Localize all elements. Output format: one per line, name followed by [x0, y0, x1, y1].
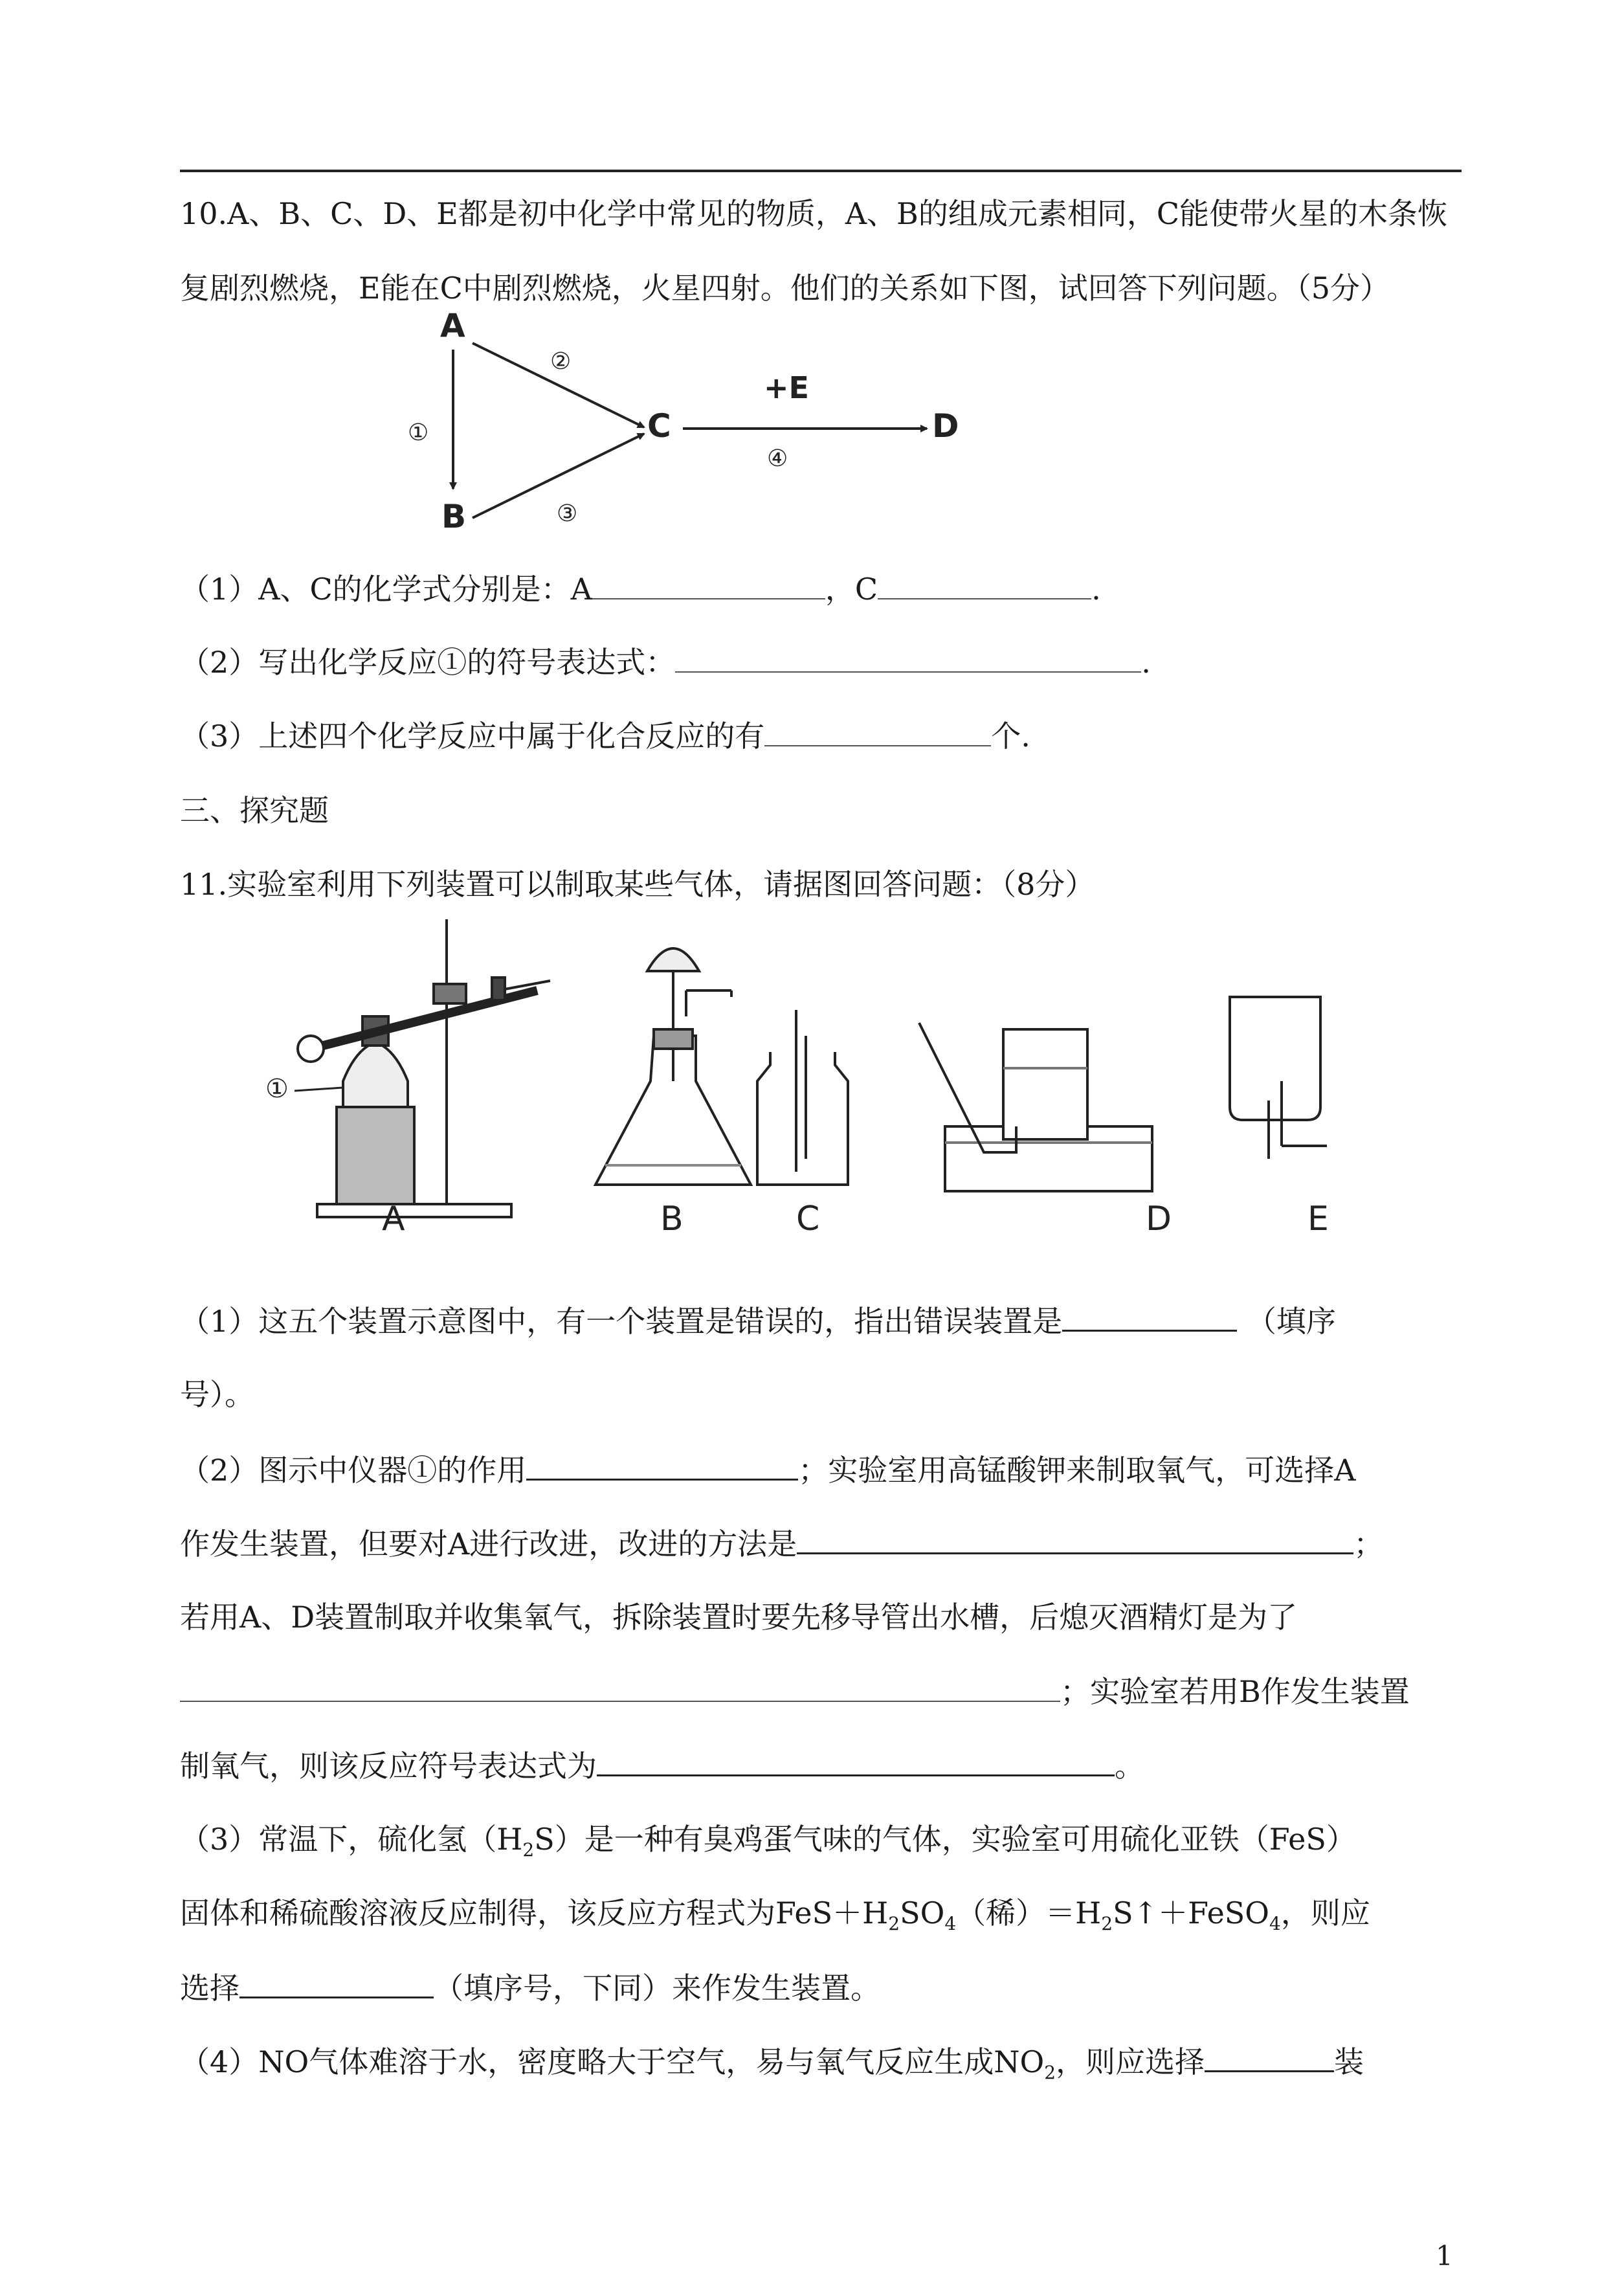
node-c: C — [647, 407, 671, 445]
q10-line1: 10.A、B、C、D、E都是初中化学中常见的物质，A、B的组成元素相同，C能使带火星的木条恢 — [180, 196, 1448, 231]
reaction-1-label: ① — [408, 419, 429, 446]
q11-p2-line4: ；实验室若用B作发生装置 — [180, 1672, 1410, 1711]
q11-p4-line1: （4）NO气体难溶于水，密度略大于空气，易与氧气反应生成$NO_2$，则应选择 装 — [180, 2042, 1364, 2092]
apparatus-b — [595, 948, 751, 1185]
q11-title: 11.实验室利用下列装置可以制取某些气体，请据图回答问题：（8分） — [180, 867, 1095, 902]
node-a: A — [440, 307, 465, 344]
q10-sub1: （1）A、C的化学式分别是：A ，C . — [180, 570, 1101, 609]
reaction-2-label: ② — [550, 348, 572, 375]
label-d: D — [1146, 1200, 1172, 1236]
q10-line2: 复剧烈燃烧，E能在C中剧烈燃烧，火星四射。他们的关系如下图，试回答下列问题。（5分） — [180, 271, 1390, 306]
answer-blank-instrument-use[interactable] — [526, 1450, 798, 1481]
q11-p3-line2: 固体和稀硫酸溶液反应制得，该反应方程式为$FeS+H_2SO_4$（稀）$=H_2S↑+FeSO_4$，则应 — [180, 1896, 1370, 1935]
answer-blank-count[interactable] — [764, 717, 991, 746]
answer-blank-h2s-apparatus[interactable] — [239, 1968, 434, 1998]
marker-1-leader — [295, 1088, 343, 1091]
q11-p2-line2: 作发生装置，但要对A进行改进，改进的方法是 ； — [180, 1524, 1383, 1563]
node-b: B — [441, 498, 467, 535]
answer-blank-wrong-apparatus[interactable] — [1062, 1301, 1237, 1332]
node-d: D — [932, 407, 959, 445]
label-b: B — [660, 1200, 684, 1236]
q11-p2-line3: 若用A、D装置制取并收集氧气，拆除装置时要先移导管出水槽，后熄灭酒精灯是为了 — [180, 1600, 1298, 1635]
label-c: C — [796, 1200, 820, 1236]
q10-sub3: （3）上述四个化学反应中属于化合反应的有 个. — [180, 717, 1030, 755]
apparatus-d — [919, 1023, 1152, 1191]
reagent-e-label: +E — [764, 370, 809, 405]
section-heading: 三、探究题 — [180, 793, 329, 828]
apparatus-figure — [259, 913, 1437, 1236]
answer-blank-no-apparatus[interactable] — [1205, 2042, 1334, 2072]
page-number: 1 — [1436, 2240, 1453, 2272]
marker-1: ① — [265, 1074, 289, 1104]
label-a: A — [382, 1200, 405, 1236]
answer-blank-b-equation[interactable] — [597, 1746, 1115, 1776]
q11-p2-line5: 制氧气，则该反应符号表达式为 。 — [180, 1746, 1144, 1785]
q11-p1-line2: 号）。 — [180, 1377, 254, 1412]
q10-sub2: （2）写出化学反应①的符号表达式： . — [180, 643, 1151, 682]
q11-p3-line1: （3）常温下，硫化氢$(H_2S)$是一种有臭鸡蛋气味的气体，实验室可用硫化亚铁（FeS） — [180, 1822, 1356, 1861]
answer-blank-c[interactable] — [878, 570, 1091, 599]
apparatus-e — [1230, 997, 1327, 1159]
answer-blank-improvement[interactable] — [797, 1524, 1353, 1554]
answer-blank-equation[interactable] — [675, 643, 1141, 673]
reaction-3-label: ③ — [557, 500, 578, 527]
q11-p3-line3: 选择 （填序号，下同）来作发生装置。 — [180, 1968, 880, 2008]
label-e: E — [1307, 1200, 1329, 1236]
reaction-4-label: ④ — [767, 445, 788, 472]
header-rule — [180, 170, 1462, 172]
apparatus-a — [298, 919, 550, 1217]
answer-blank-reason[interactable] — [180, 1672, 1060, 1702]
q11-p1-line1: （1）这五个装置示意图中，有一个装置是错误的，指出错误装置是 （填序 — [180, 1301, 1336, 1341]
reaction-diagram — [362, 304, 1074, 550]
answer-blank-a[interactable] — [592, 570, 825, 599]
q11-p2-line1: （2）图示中仪器①的作用 ；实验室用高锰酸钾来制取氧气，可选择A — [180, 1450, 1356, 1490]
apparatus-c — [757, 1010, 848, 1185]
